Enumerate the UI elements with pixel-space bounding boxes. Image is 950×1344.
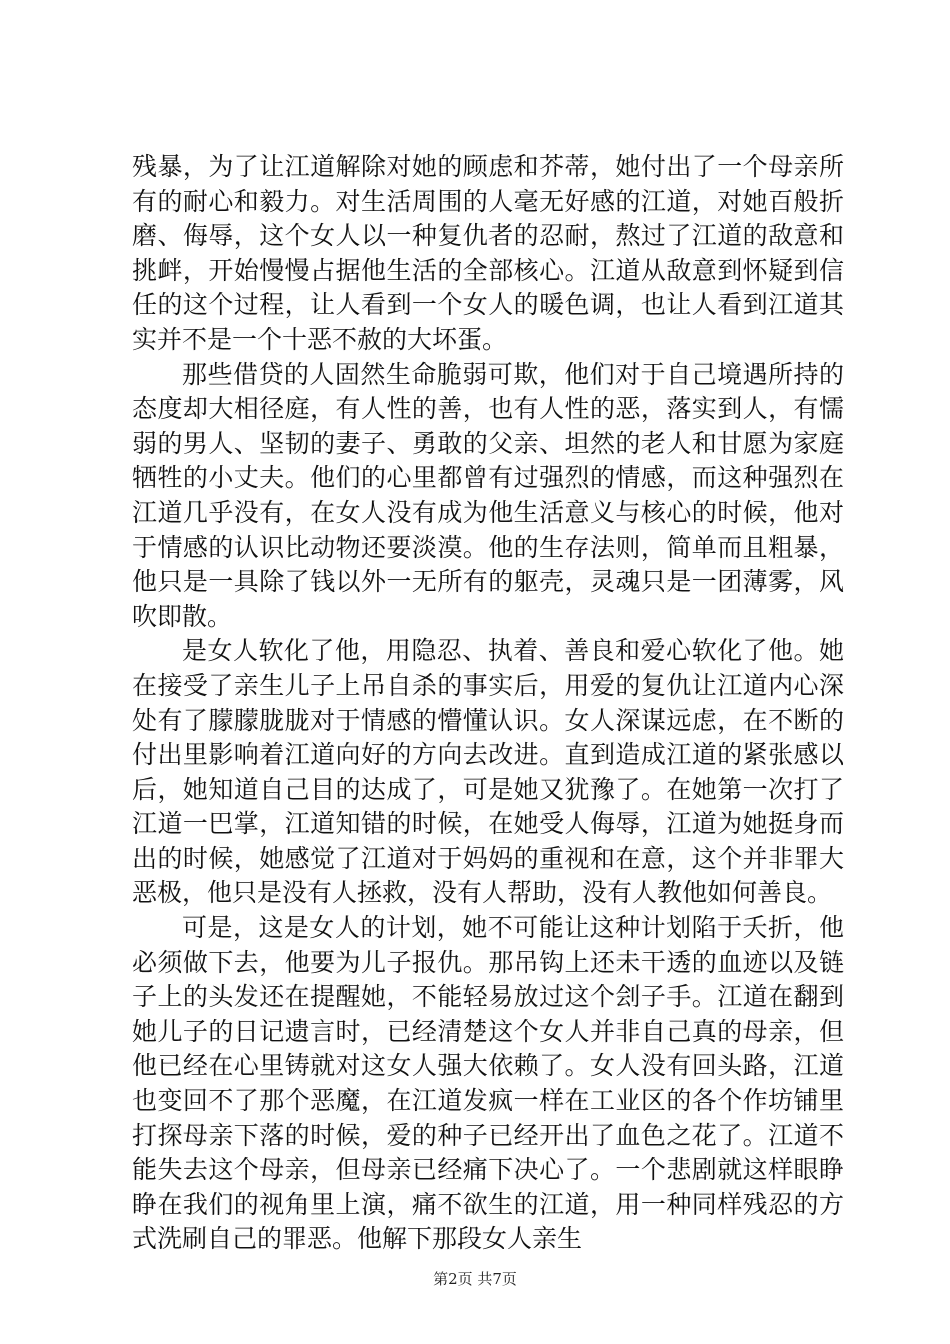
paragraph-1: 残暴，为了让江道解除对她的顾虑和芥蒂，她付出了一个母亲所有的耐心和毅力。对生活周围的人毫无好感的江道，对她百般折磨、侮辱，这个女人以一种复仇者的忍耐，熬过了江道的敌意和挑衅，开始慢慢占据他生活的全部核心。江道从敌意到怀疑到信任的这个过程，让人看到一个女人的暖色调，也让人看到江道其实并不是一个十恶不赦的大坏蛋。 [132,152,844,354]
paragraph-3: 是女人软化了他，用隐忍、执着、善良和爱心软化了他。她在接受了亲生儿子上吊自杀的事实后，用爱的复仇让江道内心深处有了朦朦胧胧对于情感的懵懂认识。女人深谋远虑，在不断的付出里影响着江道向好的方向去改进。直到造成江道的紧张感以后，她知道自己目的达成了，可是她又犹豫了。在她第一次打了江道一巴掌，江道知错的时候，在她受人侮辱，江道为她挺身而出的时候，她感觉了江道对于妈妈的重视和在意，这个并非罪大恶极，他只是没有人拯救，没有人帮助，没有人教他如何善良。 [132,636,844,908]
document-body [132,150,844,1257]
paragraph-4: 可是，这是女人的计划，她不可能让这种计划陷于夭折，他必须做下去，他要为儿子报仇。那吊钩上还未干透的血迹以及链子上的头发还在提醒她，不能轻易放过这个刽子手。江道在翻到她儿子的日记遗言时，已经清楚这个女人并非自己真的母亲，但他已经在心里铸就对这女人强大依赖了。女人没有回头路，江道也变回不了那个恶魔，在江道发疯一样在工业区的各个作坊铺里打探母亲下落的时候，爱的种子已经开出了血色之花了。江道不能失去这个母亲，但母亲已经痛下决心了。一个悲剧就这样眼睁睁在我们的视角里上演，痛不欲生的江道，用一种同样残忍的方式洗刷自己的罪恶。他解下那段女人亲生 [132,913,844,1254]
paragraph-2: 那些借贷的人固然生命脆弱可欺，他们对于自己境遇所持的态度却大相径庭，有人性的善，也有人性的恶，落实到人，有懦弱的男人、坚韧的妻子、勇敢的父亲、坦然的老人和甘愿为家庭牺牲的小丈夫。他们的心里都曾有过强烈的情感，而这种强烈在江道几乎没有，在女人没有成为他生活意义与核心的时候，他对于情感的认识比动物还要淡漠。他的生存法则，简单而且粗暴，他只是一具除了钱以外一无所有的躯壳，灵魂只是一团薄雾，风吹即散。 [132,359,844,631]
page-footer: 第2页 共7页 [433,1270,517,1288]
